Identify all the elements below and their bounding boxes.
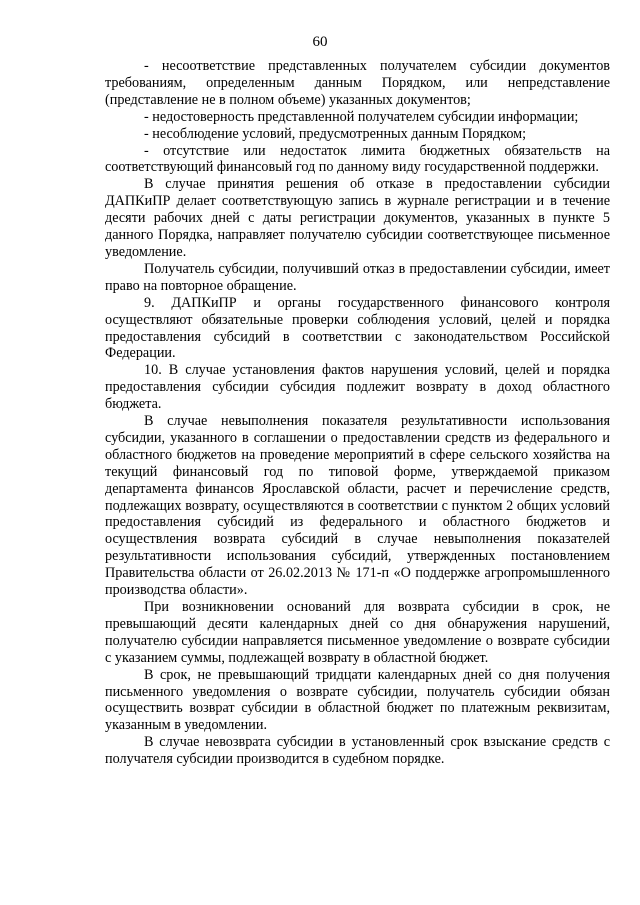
paragraph-court-recovery: В случае невозврата субсидии в установленный срок взыскание средств с получателя субсидии производится в судебном порядке. [105,734,610,768]
paragraph-limit-shortage: - отсутствие или недостаток лимита бюджетных обязательств на соответствующий финансовый год по данному виду государственной поддержки. [105,142,610,176]
paragraph-item-10: 10. В случае установления фактов нарушения условий, целей и порядка предоставления субсидии субсидия подлежит возврату в доход областного бюджета. [105,362,610,413]
paragraph-refusal-decision: В случае принятия решения об отказе в предоставлении субсидии ДАПКиПР делает соответствующую запись в журнале регистрации и в течение десяти рабочих дней с даты регистрации документов, указанных в пункте 5 данного Порядка, направляет получателю субсидии соответствующее письменное уведомление. [105,176,610,260]
paragraph-performance-indicator: В случае невыполнения показателя результативности использования субсидии, указанного в соглашении о предоставлении средств из федерального и областного бюджетов на проведение мероприятий в сфере сельского хозяйства на текущий финансовый год по типовой форме, утверждаемой приказом департамента финансов Ярославской области, расчет и перечисление средств, подлежащих возврату, осуществляются в соответствии с пунктом 2 общих условий предоставления субсидий из федерального и областного бюджетов и осуществления возврата субсидий в случае невыполнения показателей результативности использования субсидий, утвержденных постановлением Правительства области от 26.02.2013 № 171-п «О поддержке агропромышленного производства области». [105,413,610,599]
page-number: 60 [312,34,328,50]
paragraph-inaccuracy: - недостоверность представленной получателем субсидии информации; [144,108,579,125]
paragraph-item-9: 9. ДАПКиПР и органы государственного финансового контроля осуществляют обязательные проверки соблюдения условий, целей и порядка предоставления субсидий в соответствии с законодательством Российской Федерации. [105,294,610,362]
paragraph-return-deadline: В срок, не превышающий тридцати календарных дней со дня получения письменного уведомления о возврате субсидии, получатель субсидии обязан осуществить возврат субсидии в областной бюджет по платежным реквизитам, указанным в уведомлении. [105,666,610,734]
paragraph-nonconformity: - несоответствие представленных получателем субсидии документов требованиям, определенным данным Порядком, или непредставление (представление не в полном объеме) указанных документов; [105,58,610,108]
paragraph-noncompliance: - несоблюдение условий, предусмотренных данным Порядком; [144,125,527,142]
paragraph-reapplication: Получатель субсидии, получивший отказ в предоставлении субсидии, имеет право на повторное обращение. [105,260,610,294]
document-body [105,58,610,768]
paragraph-return-notice: При возникновении оснований для возврата субсидии в срок, не превышающий десяти календарных дней со дня обнаружения нарушений, получателю субсидии направляется письменное уведомление о возврате субсидии с указанием суммы, подлежащей возврату в областной бюджет. [105,599,610,666]
